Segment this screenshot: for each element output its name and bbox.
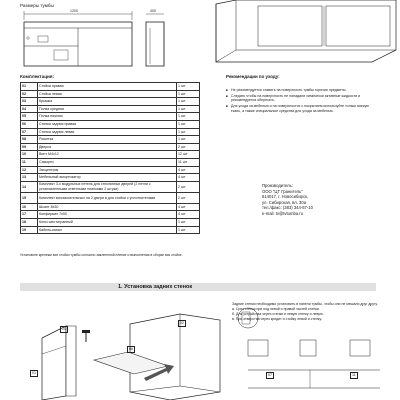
step-banner	[20, 283, 376, 291]
step-instruction-item: а. Срез стенок при под левой и правой частей стенки.	[232, 307, 320, 311]
assembly-drawing	[20, 296, 260, 400]
table-row	[21, 174, 200, 182]
part-num: 14	[21, 181, 38, 192]
label-07: 07	[268, 373, 272, 377]
part-num: 13	[21, 174, 38, 182]
part-qty: 1 шт	[177, 83, 200, 91]
part-num: 15	[21, 192, 38, 203]
part-name: Винт М4х12	[38, 151, 177, 159]
part-qty: 1 шт	[177, 98, 200, 106]
part-num: 12	[21, 166, 38, 174]
part-qty: 1 шт	[177, 105, 200, 113]
table-row	[21, 128, 200, 136]
step-instruction-item: б. Для устройства через стенки и левую стенку и левую.	[232, 312, 324, 316]
step-instruction-item: Задние стенки необходимо установить в панели тумбы, чтобы они не мешали друг другу.	[232, 302, 378, 306]
part-num: 05	[21, 113, 38, 121]
table-row	[21, 113, 200, 121]
table-row	[21, 181, 200, 192]
recommendation-item: ■ Не рекомендуется ставить на поверхность тумбы горячие предметы.	[226, 88, 376, 93]
part-num: 19	[21, 226, 38, 234]
label-06: 06	[129, 347, 133, 351]
part-qty: 1 шт	[177, 128, 200, 136]
recommendations-list	[226, 88, 376, 115]
table-row	[21, 192, 200, 203]
part-num: 17	[21, 211, 38, 219]
part-num: 10	[21, 151, 38, 159]
part-name: Саморез	[38, 158, 177, 166]
table-row	[21, 226, 200, 234]
part-num: 09	[21, 143, 38, 151]
dimensions-title: Размеры тумбы	[20, 3, 54, 8]
table-row	[21, 120, 200, 128]
dim-depth: 400	[150, 9, 156, 13]
label-02: 02	[180, 321, 184, 325]
label-11: 11	[352, 373, 356, 377]
part-num: 16	[21, 203, 38, 211]
producer-title: Производитель:	[262, 183, 293, 188]
table-row	[21, 90, 200, 98]
part-name: Дверка	[38, 143, 177, 151]
part-qty: 4 шт	[177, 166, 200, 174]
recommendations-title: Рекомендации по уходу:	[226, 74, 280, 79]
step-title: 1. Установка задних стенок	[118, 284, 193, 290]
part-num: 03	[21, 98, 38, 106]
part-name: Комплект 3-х модульных петель для стеклянных дверей (2 петли с установленными ответными планками 2 штуки)	[38, 181, 177, 192]
part-qty: 11 шт	[177, 158, 200, 166]
part-name: Стойка левая	[38, 90, 177, 98]
part-name: Мебельный амортизатор	[38, 174, 177, 182]
table-row	[21, 203, 200, 211]
part-qty: 2 шт	[177, 181, 200, 192]
step-instruction-item: в. При отверстия через кредит и стойку левой и стенку.	[232, 317, 322, 321]
table-row	[21, 151, 200, 159]
detail-drawing	[240, 330, 390, 400]
producer-address-2: ул. Сибирская, вл. 30а	[262, 199, 307, 205]
table-row	[21, 136, 200, 144]
part-num: 18	[21, 218, 38, 226]
table-row	[21, 98, 200, 106]
part-qty: 1 шт	[177, 218, 200, 226]
producer-phone: тел./факс: (383) 344-57-10	[262, 205, 313, 211]
table-row	[21, 166, 200, 174]
part-num: 07	[21, 128, 38, 136]
table-row	[21, 105, 200, 113]
part-num: 01	[21, 83, 38, 91]
part-qty: 12 шт	[177, 151, 200, 159]
part-name: Конфирмат 7х50	[38, 211, 177, 219]
part-qty: 4 шт	[177, 211, 200, 219]
part-num: 04	[21, 105, 38, 113]
part-num: 08	[21, 136, 38, 144]
table-row	[21, 218, 200, 226]
part-name: Крышка	[38, 98, 177, 106]
screw-icon	[82, 330, 90, 342]
table-row	[21, 211, 200, 219]
producer-email: e-mail: tv@tvtumba.ru	[262, 210, 304, 216]
recommendation-item: ■ Для ухода за мебелью и на поверхностях с покрытием используйте только мягкую ткань, а также специальные средства для ухода за мебелью.	[226, 104, 376, 113]
part-name: Шкант 8х30	[38, 203, 177, 211]
parts-table	[20, 82, 200, 234]
recommendation-item: ■ Следить чтобы на поверхность не попадали химически активные жидкости и рекомендуется оберегать.	[226, 94, 376, 103]
part-qty: 1 шт	[177, 90, 200, 98]
part-name: Эксцентрик	[38, 166, 177, 174]
table-row	[21, 143, 200, 151]
producer-company: ООО "ЦТ Гранитель"	[262, 188, 303, 194]
part-qty: 2 шт	[177, 143, 200, 151]
part-name: Кабель-канал	[38, 226, 177, 234]
label-10: 10	[62, 327, 66, 331]
part-qty: 2 шт	[177, 192, 200, 203]
producer-address-1: 614017, г. Новосибирск,	[262, 194, 309, 200]
part-qty: 1 шт	[177, 120, 200, 128]
part-qty: 4 шт	[177, 203, 200, 211]
dimensions-drawing	[18, 8, 170, 70]
parts-footnote: Установите крепежи все стойки тумбы согласно заклеенной пленке и выполнения в сборке вся стойке.	[20, 253, 183, 257]
part-num: 11	[21, 158, 38, 166]
label-01: 01	[32, 371, 36, 375]
table-row	[21, 83, 200, 91]
cabinet-isometric-drawing	[196, 0, 400, 64]
producer-block	[262, 183, 382, 217]
part-num: 06	[21, 120, 38, 128]
part-name: Стенка задняя левая	[38, 128, 177, 136]
part-name: Полка нижняя	[38, 113, 177, 121]
part-name: Полка средняя	[38, 105, 177, 113]
part-qty: 4 шт	[177, 174, 200, 182]
part-name: Стенка задняя правая	[38, 120, 177, 128]
part-name: Ключ шестигранный	[38, 218, 177, 226]
part-qty: 1 шт	[177, 226, 200, 234]
part-name: Комплект вспомогательных на 2 двери в для стойки с уплотнителями	[38, 192, 177, 203]
table-row	[21, 158, 200, 166]
part-name: Рошетка	[38, 136, 177, 144]
part-num: 02	[21, 90, 38, 98]
parts-title: Комплектация:	[20, 74, 55, 79]
part-name: Стойка правая	[38, 83, 177, 91]
part-qty: 1 шт	[177, 136, 200, 144]
dim-width: 1200	[70, 9, 78, 13]
part-qty: 1 шт	[177, 113, 200, 121]
